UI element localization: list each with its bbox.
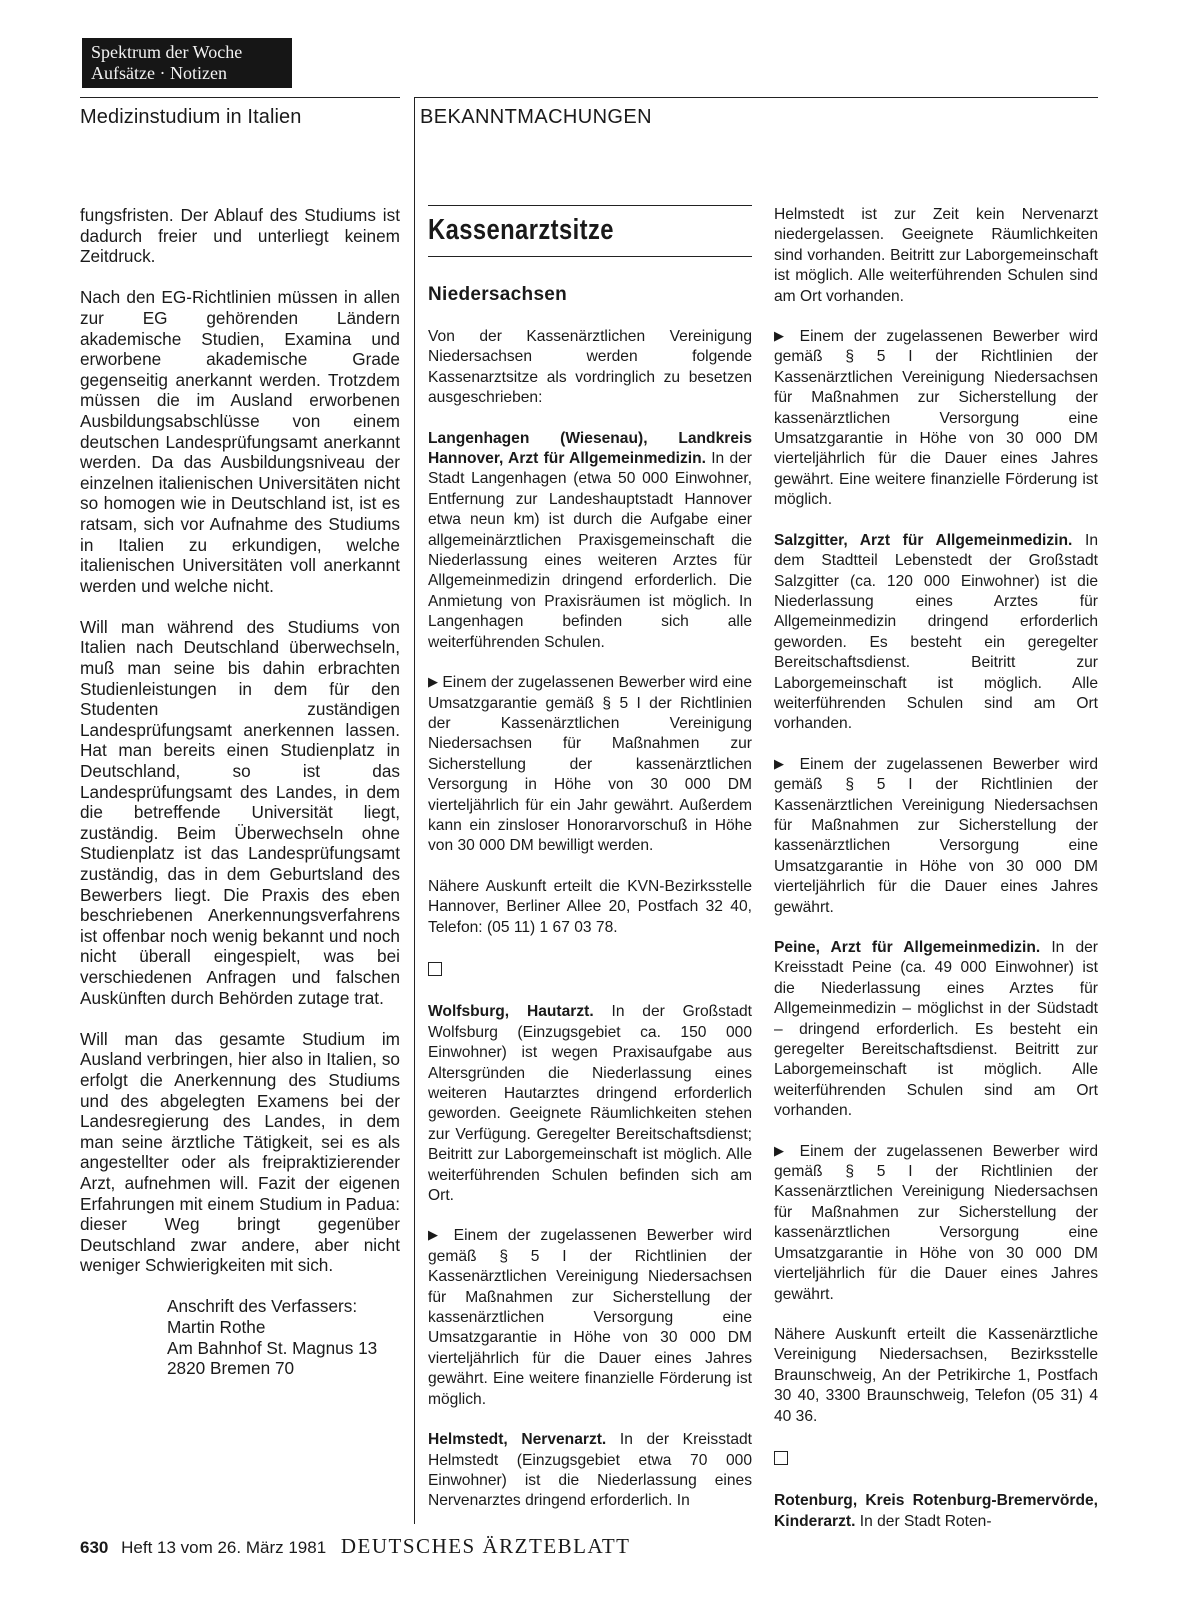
listing-langenhagen [428, 429, 752, 653]
square-separator-icon [774, 1451, 788, 1465]
bullet-triangle-icon: ▶ [774, 755, 790, 771]
separator-box [774, 1447, 1098, 1471]
listing-title: Salzgitter, Arzt für Allgemeinmedizin. [774, 531, 1073, 549]
separator-box [428, 958, 752, 982]
guarantee-text: Einem der zugelassenen Bewerber wird eine Umsatzgarantie gemäß § 5 I der Richtlinien der Kassenärztlichen Vereinigung Niedersachsen für Maßnahmen zur Sicherstellung der kassenärztlichen Versorgung in Höhe von 30 000 DM vierteljährlich für ein Jahr gewährt. Außerdem kann ein zinsloser Honorarvorschuß in Höhe von 30 000 DM bewilligt werden. [428, 674, 752, 855]
listing-wolfsburg [428, 1002, 752, 1206]
header-rule-left [80, 97, 400, 98]
contact-paragraph: Nähere Auskunft erteilt die KVN-Bezirksstelle Hannover, Berliner Allee 20, Postfach 32 40, Telefon: (05 11) 1 67 03 78. [428, 877, 752, 936]
journal-name: DEUTSCHES ÄRZTEBLATT [340, 1534, 631, 1558]
square-separator-icon [428, 962, 442, 976]
guarantee-paragraph [774, 1142, 1098, 1305]
column-title-right: BEKANNTMACHUNGEN [420, 106, 652, 128]
listing-helmstedt [428, 1430, 752, 1512]
badge-line-1: Spektrum der Woche [91, 42, 243, 62]
listing-text: In der Stadt Langenhagen (etwa 50 000 Einwohner, Entfernung zur Landeshauptstadt Hannover etwa neun km) ist durch die Aufgabe einer allgemeinärztlichen Praxisgemeinschaft die Niederlassung eines weiteren Arztes für Allgemeinmedizin dringend erforderlich. Die Anmietung von Praxisräumen ist möglich. In Langenhagen befinden sich alle weiterführenden Schulen. [428, 450, 752, 651]
paragraph: Will man während des Studiums von Italien nach Deutschland überwechseln, muß man seine bis dahin erbrachten Studienleistungen in dem für den Studenten zuständigen Landesprüfungsamt anerkennen lassen. Hat man bereits einen Studienplatz in Deutschland, so ist das Landesprüfungsamt des Landes, in dem die betreffende Universität liegt, zuständig. Beim Überwechseln ohne Studienplatz ist das Landesprüfungsamt zuständig, das in dem Geburtsland des Bewerbers liegt. Die Praxis des eben beschriebenen Anerkennungsverfahrens ist offenbar noch wenig bekannt und noch nicht überall eingespielt, was bei verschiedenen Anfragen und falschen Auskünften durch Behörden zutage trat. [80, 616, 400, 1008]
contact-paragraph: Nähere Auskunft erteilt die Kassenärztliche Vereinigung Niedersachsen, Bezirksstelle Braunschweig, An der Petrikirche 1, Postfach 30 40, 3300 Braunschweig, Telefon (05 31) 4 40 36. [774, 1325, 1098, 1425]
bullet-triangle-icon: ▶ [428, 674, 439, 690]
listing-text: In der Großstadt Wolfsburg (Einzugsgebiet ca. 150 000 Einwohner) ist wegen Praxisaufgabe aus Altersgründen die Niederlassung eines weiteren Hautarztes dringend erforderlich geworden. Geeignete Räumlichkeiten stehen zur Verfügung. Geregelter Bereitschaftsdienst; Beitritt zur Laborgemeinschaft ist möglich. Alle weiterführenden Schulen befinden sich am Ort. [428, 1003, 752, 1205]
region-subhead: Niedersachsen [428, 284, 568, 305]
badge-line-2: Aufsätze · Notizen [91, 63, 227, 83]
bullet-triangle-icon: ▶ [774, 1142, 790, 1158]
listing-salzgitter [774, 531, 1098, 735]
author-address [167, 1296, 400, 1378]
guarantee-text: Einem der zugelassenen Bewerber wird gemäß § 5 I der Richtlinien der Kassenärztlichen Vereinigung Niedersachsen für Maßnahmen zur Sicherstellung der kassenärztlichen Versorgung eine Umsatzgarantie in Höhe von 30 000 DM vierteljährlich für die Dauer eines Jahres gewährt. Eine weitere finanzielle Förderung ist möglich. [428, 1227, 752, 1408]
section-badge [82, 38, 292, 88]
listing-continuation: Helmstedt ist zur Zeit kein Nervenarzt niedergelassen. Geeignete Räumlichkeiten sind vorhanden. Beitritt zur Laborgemeinschaft ist möglich. Alle weiterführenden Schulen sind am Ort vorhanden. [774, 206, 1098, 305]
article-column [80, 205, 400, 1379]
guarantee-paragraph [774, 755, 1098, 918]
listing-text: In der Kreisstadt Peine (ca. 49 000 Einwohner) ist die Niederlassung eines Arztes für Allgemeinmedizin – möglichst in der Südstadt – dringend erforderlich. Es besteht ein geregelter Bereitschaftsdienst. Beitritt zur Laborgemeinschaft ist möglich. Alle weiterführenden Schulen sind am Ort vorhanden. [774, 939, 1098, 1120]
listing-title: Helmstedt, Nervenarzt. [428, 1431, 607, 1449]
paragraph: fungsfristen. Der Ablauf des Studiums ist dadurch freier und unterliegt keinem Zeitdruck. [80, 205, 400, 267]
listing-title: Peine, Arzt für Allgemeinmedizin. [774, 939, 1041, 956]
listing-peine [774, 938, 1098, 1122]
intro-paragraph: Von der Kassenärztlichen Vereinigung Niedersachsen werden folgende Kassenarztsitze als vordringlich zu besetzen ausgeschrieben: [428, 328, 752, 407]
guarantee-text: Einem der zugelassenen Bewerber wird gemäß § 5 I der Richtlinien der Kassenärztlichen Vereinigung Niedersachsen für Maßnahmen zur Sicherstellung der kassenärztlichen Versorgung eine Umsatzgarantie in Höhe von 30 000 DM vierteljährlich für die Dauer eines Jahres gewährt. Eine weitere finanzielle Förderung ist möglich. [774, 328, 1098, 509]
guarantee-paragraph [428, 673, 752, 857]
page-footer [80, 1534, 630, 1559]
section-headline: Kassenarztsitze [428, 214, 614, 246]
address-line: 2820 Bremen 70 [167, 1358, 295, 1379]
listing-text: In der Kreisstadt Helmstedt (Einzugsgebiet etwa 70 000 Einwohner) ist die Niederlassung eines Nervenarztes dringend erforderlich. In [428, 1431, 752, 1510]
listing-title: Wolfsburg, Hautarzt. [428, 1003, 594, 1021]
address-line: Anschrift des Verfassers: [167, 1296, 358, 1317]
issue-date: Heft 13 vom 26. März 1981 [121, 1538, 327, 1557]
listing-title: Langenhagen (Wiesenau), Landkreis Hannover, Arzt für Allgemeinmedizin. [428, 429, 752, 468]
paragraph: Nach den EG-Richtlinien müssen in allen zur EG gehörenden Ländern akademische Studien, Examina und erworbene akademische Grade gegenseitig anerkannt werden. Trotzdem müssen die im Ausland erworbenen Ausbildungsabschlüsse von einem deutschen Landesprüfungsamt anerkannt werden. Da das Ausbildungsniveau der einzelnen italienischen Universitäten nicht so homogen wie in Deutschland ist, ist es ratsam, sich vor Aufnahme des Studiums in Italien zu erkundigen, welche italienischen Universitäten voll anerkannt werden und welche nicht. [80, 287, 400, 596]
guarantee-text: Einem der zugelassenen Bewerber wird gemäß § 5 I der Richtlinien der Kassenärztlichen Vereinigung Niedersachsen für Maßnahmen zur Sicherstellung der kassenärztlichen Versorgung eine Umsatzgarantie in Höhe von 30 000 DM vierteljährlich für die Dauer eines Jahres gewährt. [774, 755, 1098, 916]
section-rule [428, 256, 752, 257]
guarantee-paragraph [774, 327, 1098, 511]
header-rule-right [414, 97, 1098, 98]
listing-rotenburg [774, 1491, 1098, 1532]
listing-title: Rotenburg, Kreis Rotenburg-Bremervörde, Kinderarzt. [774, 1492, 1098, 1530]
column-title-left: Medizinstudium in Italien [80, 106, 302, 128]
guarantee-paragraph [428, 1226, 752, 1410]
bullet-triangle-icon: ▶ [428, 1227, 444, 1243]
paragraph: Will man das gesamte Studium im Ausland verbringen, hier also in Italien, so erfolgt die Anerkennung des Studiums und des abgelegten Examens bei der Landesregierung des Landes, in dem man seine ärztliche Tätigkeit, sei es als angestellter oder als freipraktizierender Arzt, aufnehmen will. Fazit der eigenen Erfahrungen mit einem Studium in Padua: dieser Weg bringt gegenüber Deutschland zwar andere, aber nicht weniger Schwierigkeiten mit sich. [80, 1028, 400, 1276]
listing-text: In der Stadt Roten- [855, 1512, 992, 1530]
section-rule [428, 205, 752, 206]
listing-text: In dem Stadtteil Lebenstedt der Großstadt Salzgitter (ca. 120 000 Einwohner) ist die Niederlassung eines Arztes für Allgemeinmedizin dringend erforderlich geworden. Es besteht ein geregelter Bereitschaftsdienst. Beitritt zur Laborgemeinschaft ist möglich. Alle weiterführenden Schulen sind am Ort vorhanden. [774, 531, 1098, 733]
address-line: Martin Rothe [167, 1317, 266, 1338]
page-number: 630 [80, 1538, 109, 1557]
column-divider [414, 97, 415, 1524]
announcement-column-2 [774, 205, 1098, 1552]
bullet-triangle-icon: ▶ [774, 328, 790, 344]
guarantee-text: Einem der zugelassenen Bewerber wird gemäß § 5 I der Richtlinien der Kassenärztlichen Vereinigung Niedersachsen für Maßnahmen zur Sicherstellung der kassenärztlichen Versorgung eine Umsatzgarantie in Höhe von 30 000 DM vierteljährlich für die Dauer eines Jahres gewährt. [774, 1142, 1098, 1303]
announcement-column-1 [428, 205, 752, 1532]
address-line: Am Bahnhof St. Magnus 13 [167, 1337, 378, 1358]
